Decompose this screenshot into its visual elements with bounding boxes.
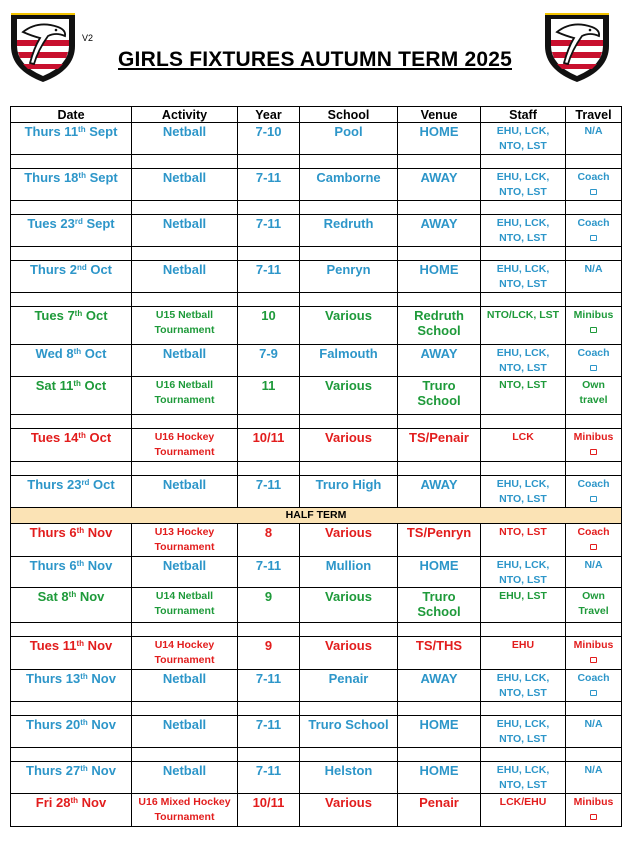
fixture-venue: Penair [398, 794, 481, 827]
fixture-staff: EHU, LCK, NTO, LST [481, 345, 566, 377]
fixture-activity: U14 Netball Tournament [132, 588, 238, 623]
spacer-cell [238, 748, 300, 762]
spacer-cell [11, 293, 132, 307]
fixture-year: 7-11 [238, 215, 300, 247]
fixture-school: Various [300, 524, 398, 557]
spacer-cell [481, 155, 566, 169]
spacer-cell [566, 155, 622, 169]
fixture-travel [566, 588, 622, 623]
fixture-staff: EHU, LST [481, 588, 566, 623]
spacer-cell [11, 702, 132, 716]
spacer-cell [132, 415, 238, 429]
fixture-school: Redruth [300, 215, 398, 247]
fixture-year: 7-11 [238, 169, 300, 201]
spacer-cell [238, 702, 300, 716]
fixture-staff: EHU, LCK, NTO, LST [481, 123, 566, 155]
fixture-date: Thurs 2nd Oct [11, 261, 132, 293]
fixture-year: 10 [238, 307, 300, 345]
fixture-row [11, 261, 622, 293]
spacer-cell [238, 201, 300, 215]
fixture-travel [566, 670, 622, 702]
fixture-activity: Netball [132, 557, 238, 588]
fixture-row [11, 377, 622, 415]
fixture-date: Tues 23rd Sept [11, 215, 132, 247]
spacer-cell [238, 247, 300, 261]
fixture-venue: Truro School [398, 377, 481, 415]
fixture-row [11, 429, 622, 462]
spacer-cell [481, 462, 566, 476]
fixture-year: 8 [238, 524, 300, 557]
fixture-venue: Truro School [398, 588, 481, 623]
spacer-cell [300, 702, 398, 716]
spacer-row [11, 247, 622, 261]
spacer-row [11, 201, 622, 215]
spacer-cell [238, 415, 300, 429]
spacer-cell [300, 462, 398, 476]
fixture-staff: LCK [481, 429, 566, 462]
checkbox-icon [590, 496, 597, 502]
spacer-cell [11, 415, 132, 429]
fixture-staff: EHU, LCK, NTO, LST [481, 716, 566, 748]
spacer-cell [398, 623, 481, 637]
fixtures-body [11, 123, 622, 827]
travel-label: Minibus [573, 309, 614, 321]
spacer-cell [238, 155, 300, 169]
spacer-cell [566, 623, 622, 637]
spacer-cell [11, 462, 132, 476]
spacer-row [11, 293, 622, 307]
spacer-cell [11, 247, 132, 261]
travel-label: N/A [584, 559, 603, 571]
spacer-cell [398, 702, 481, 716]
fixtures-table [10, 106, 622, 827]
spacer-cell [566, 247, 622, 261]
spacer-cell [132, 293, 238, 307]
fixture-activity: U13 Hockey Tournament [132, 524, 238, 557]
fixture-year: 7-11 [238, 716, 300, 748]
version-label: V2 [82, 33, 94, 43]
fixture-venue: HOME [398, 762, 481, 794]
fixture-year: 7-11 [238, 261, 300, 293]
spacer-cell [566, 462, 622, 476]
school-crest-right-icon [542, 10, 612, 84]
fixture-school: Truro School [300, 716, 398, 748]
page-title: GIRLS FIXTURES AUTUMN TERM 2025 [118, 48, 512, 71]
spacer-cell [300, 415, 398, 429]
fixture-travel [566, 377, 622, 415]
travel-label: N/A [584, 718, 603, 730]
spacer-cell [300, 201, 398, 215]
spacer-cell [132, 155, 238, 169]
fixture-venue: AWAY [398, 476, 481, 508]
fixture-travel [566, 261, 622, 293]
checkbox-icon [590, 365, 597, 371]
checkbox-icon [590, 657, 597, 663]
col-header-year: Year [238, 107, 300, 123]
spacer-cell [481, 702, 566, 716]
fixture-venue: HOME [398, 123, 481, 155]
fixture-venue: HOME [398, 716, 481, 748]
spacer-cell [398, 247, 481, 261]
col-header-staff: Staff [481, 107, 566, 123]
travel-label: Coach [577, 672, 610, 684]
fixture-activity: U16 Mixed Hockey Tournament [132, 794, 238, 827]
fixture-row [11, 716, 622, 748]
fixture-date: Wed 8th Oct [11, 345, 132, 377]
fixture-travel [566, 716, 622, 748]
spacer-cell [566, 702, 622, 716]
fixture-travel [566, 524, 622, 557]
spacer-cell [11, 748, 132, 762]
spacer-row [11, 462, 622, 476]
col-header-activity: Activity [132, 107, 238, 123]
spacer-cell [481, 623, 566, 637]
fixture-row [11, 557, 622, 588]
spacer-cell [481, 247, 566, 261]
checkbox-icon [590, 814, 597, 820]
spacer-cell [238, 462, 300, 476]
fixture-venue: TS/Penair [398, 429, 481, 462]
fixture-travel [566, 762, 622, 794]
spacer-cell [566, 293, 622, 307]
fixture-school: Camborne [300, 169, 398, 201]
fixture-school: Mullion [300, 557, 398, 588]
fixture-school: Various [300, 588, 398, 623]
fixture-date: Thurs 23rd Oct [11, 476, 132, 508]
spacer-cell [398, 293, 481, 307]
travel-label: Minibus [573, 796, 614, 808]
fixture-activity: Netball [132, 215, 238, 247]
spacer-cell [132, 462, 238, 476]
fixture-school: Helston [300, 762, 398, 794]
fixture-row [11, 670, 622, 702]
fixture-venue: HOME [398, 261, 481, 293]
fixture-row [11, 762, 622, 794]
spacer-cell [300, 155, 398, 169]
fixture-school: Various [300, 307, 398, 345]
spacer-row [11, 415, 622, 429]
school-crest-left-icon [8, 10, 78, 84]
fixture-staff: LCK/EHU [481, 794, 566, 827]
fixture-staff: EHU, LCK, NTO, LST [481, 670, 566, 702]
fixture-year: 7-10 [238, 123, 300, 155]
fixture-staff: EHU [481, 637, 566, 670]
spacer-cell [132, 247, 238, 261]
fixture-staff: EHU, LCK, NTO, LST [481, 557, 566, 588]
spacer-cell [300, 247, 398, 261]
spacer-cell [481, 201, 566, 215]
spacer-cell [481, 293, 566, 307]
fixture-staff: NTO, LST [481, 377, 566, 415]
spacer-row [11, 702, 622, 716]
spacer-row [11, 748, 622, 762]
spacer-cell [238, 293, 300, 307]
fixture-year: 9 [238, 637, 300, 670]
spacer-cell [132, 702, 238, 716]
fixture-date: Thurs 20th Nov [11, 716, 132, 748]
fixture-school: Various [300, 794, 398, 827]
spacer-cell [300, 623, 398, 637]
fixture-venue: TS/THS [398, 637, 481, 670]
fixture-travel [566, 123, 622, 155]
fixture-venue: TS/Penryn [398, 524, 481, 557]
spacer-cell [481, 415, 566, 429]
fixture-date: Thurs 6th Nov [11, 557, 132, 588]
spacer-cell [132, 748, 238, 762]
travel-label: Coach [577, 478, 610, 490]
spacer-row [11, 155, 622, 169]
fixture-venue: Redruth School [398, 307, 481, 345]
col-header-venue: Venue [398, 107, 481, 123]
fixture-activity: Netball [132, 169, 238, 201]
fixture-row [11, 123, 622, 155]
fixture-venue: AWAY [398, 169, 481, 201]
fixture-travel [566, 429, 622, 462]
fixture-travel [566, 557, 622, 588]
travel-label: Coach [577, 526, 610, 538]
half-term-row [11, 508, 622, 524]
fixture-venue: HOME [398, 557, 481, 588]
fixture-school: Various [300, 429, 398, 462]
fixture-staff: NTO/LCK, LST [481, 307, 566, 345]
fixture-school: Pool [300, 123, 398, 155]
fixture-activity: U16 Netball Tournament [132, 377, 238, 415]
spacer-cell [566, 201, 622, 215]
spacer-cell [11, 623, 132, 637]
fixture-school: Various [300, 637, 398, 670]
fixture-staff: EHU, LCK, NTO, LST [481, 261, 566, 293]
fixture-year: 7-11 [238, 762, 300, 794]
fixture-date: Thurs 6th Nov [11, 524, 132, 557]
spacer-cell [398, 462, 481, 476]
col-header-school: School [300, 107, 398, 123]
fixture-activity: Netball [132, 345, 238, 377]
fixture-travel [566, 345, 622, 377]
fixture-activity: Netball [132, 762, 238, 794]
fixture-activity: Netball [132, 716, 238, 748]
fixture-year: 7-11 [238, 476, 300, 508]
fixture-date: Sat 11th Oct [11, 377, 132, 415]
fixture-date: Tues 7th Oct [11, 307, 132, 345]
fixture-activity: Netball [132, 476, 238, 508]
table-header-row [11, 107, 622, 123]
fixture-activity: Netball [132, 261, 238, 293]
fixture-school: Falmouth [300, 345, 398, 377]
spacer-cell [11, 155, 132, 169]
fixture-travel [566, 307, 622, 345]
travel-label: Own Travel [578, 590, 609, 617]
spacer-cell [238, 623, 300, 637]
fixture-travel [566, 794, 622, 827]
spacer-cell [566, 415, 622, 429]
fixture-year: 7-11 [238, 557, 300, 588]
spacer-row [11, 623, 622, 637]
checkbox-icon [590, 544, 597, 550]
travel-label: Minibus [573, 639, 614, 651]
travel-label: Coach [577, 217, 610, 229]
fixture-row [11, 169, 622, 201]
spacer-cell [300, 748, 398, 762]
fixture-staff: NTO, LST [481, 524, 566, 557]
travel-label: Coach [577, 347, 610, 359]
travel-label: N/A [584, 764, 603, 776]
fixture-date: Thurs 11th Sept [11, 123, 132, 155]
spacer-cell [398, 748, 481, 762]
half-term-label: HALF TERM [11, 508, 622, 524]
spacer-cell [398, 155, 481, 169]
fixture-travel [566, 215, 622, 247]
fixture-school: Truro High [300, 476, 398, 508]
fixture-staff: EHU, LCK, NTO, LST [481, 169, 566, 201]
spacer-cell [132, 201, 238, 215]
fixture-row [11, 307, 622, 345]
fixture-row [11, 345, 622, 377]
col-header-travel: Travel [566, 107, 622, 123]
fixture-travel [566, 637, 622, 670]
fixture-date: Fri 28th Nov [11, 794, 132, 827]
fixture-activity: U15 Netball Tournament [132, 307, 238, 345]
spacer-cell [11, 201, 132, 215]
fixture-activity: Netball [132, 123, 238, 155]
checkbox-icon [590, 235, 597, 241]
fixture-date: Thurs 18th Sept [11, 169, 132, 201]
fixture-year: 9 [238, 588, 300, 623]
fixture-year: 10/11 [238, 429, 300, 462]
fixture-year: 11 [238, 377, 300, 415]
fixture-venue: AWAY [398, 670, 481, 702]
spacer-cell [566, 748, 622, 762]
fixture-date: Tues 11th Nov [11, 637, 132, 670]
fixture-date: Sat 8th Nov [11, 588, 132, 623]
fixture-school: Penair [300, 670, 398, 702]
fixture-row [11, 794, 622, 827]
travel-label: N/A [584, 125, 603, 137]
fixture-date: Tues 14th Oct [11, 429, 132, 462]
checkbox-icon [590, 690, 597, 696]
fixture-date: Thurs 13th Nov [11, 670, 132, 702]
travel-label: Coach [577, 171, 610, 183]
spacer-cell [398, 201, 481, 215]
fixture-staff: EHU, LCK, NTO, LST [481, 215, 566, 247]
travel-label: Minibus [573, 431, 614, 443]
fixture-year: 10/11 [238, 794, 300, 827]
fixture-activity: Netball [132, 670, 238, 702]
fixture-row [11, 524, 622, 557]
spacer-cell [132, 623, 238, 637]
col-header-date: Date [11, 107, 132, 123]
fixture-year: 7-9 [238, 345, 300, 377]
spacer-cell [300, 293, 398, 307]
fixture-travel [566, 476, 622, 508]
checkbox-icon [590, 189, 597, 195]
fixture-row [11, 588, 622, 623]
fixture-row [11, 637, 622, 670]
fixture-year: 7-11 [238, 670, 300, 702]
fixture-school: Penryn [300, 261, 398, 293]
fixture-staff: EHU, LCK, NTO, LST [481, 762, 566, 794]
fixture-date: Thurs 27th Nov [11, 762, 132, 794]
fixture-activity: U14 Hockey Tournament [132, 637, 238, 670]
checkbox-icon [590, 449, 597, 455]
fixture-staff: EHU, LCK, NTO, LST [481, 476, 566, 508]
fixture-travel [566, 169, 622, 201]
spacer-cell [398, 415, 481, 429]
travel-label: N/A [584, 263, 603, 275]
fixture-venue: AWAY [398, 345, 481, 377]
spacer-cell [481, 748, 566, 762]
travel-label: Own travel [579, 379, 608, 406]
fixture-activity: U16 Hockey Tournament [132, 429, 238, 462]
checkbox-icon [590, 327, 597, 333]
fixture-row [11, 476, 622, 508]
fixture-school: Various [300, 377, 398, 415]
fixture-venue: AWAY [398, 215, 481, 247]
fixture-row [11, 215, 622, 247]
